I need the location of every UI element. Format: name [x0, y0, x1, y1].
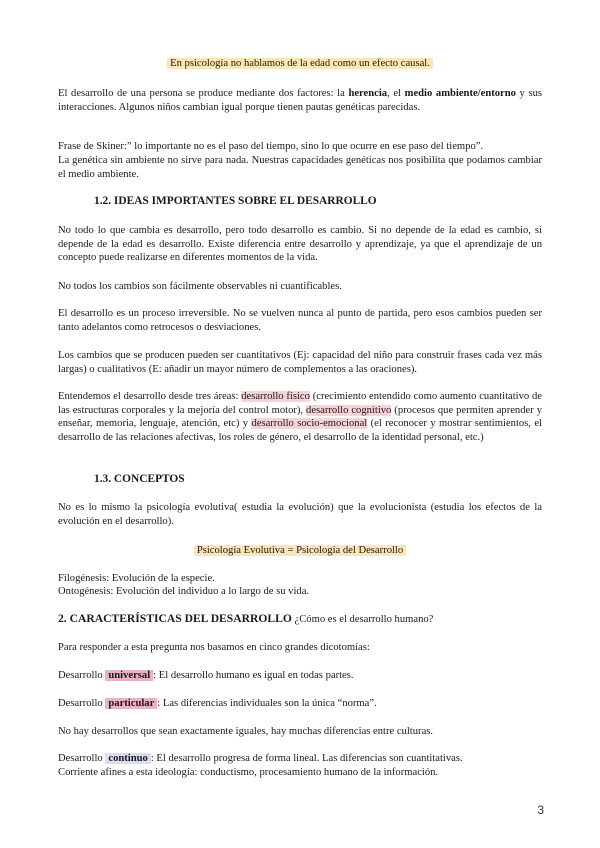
heading-caracteristicas-title: 2. CARACTERÍSTICAS DEL DESARROLLO	[58, 612, 292, 625]
paragraph-dicotomias: Para responder a esta pregunta nos basamos en cinco grandes dicotomías:	[58, 642, 370, 653]
text-run: Desarrollo	[58, 753, 106, 764]
text-run: y sus interacciones. Algunos niños cambian igual porque tienen pautas genéticas parecidas.	[58, 88, 543, 113]
text-run: (crecimiento entendido como aumento cuantitativo de las estructuras corporales y la mejoría del control motor),	[58, 391, 542, 416]
highlight-universal: universal	[105, 670, 153, 681]
text-run: : Las diferencias individuales son la única “norma”.	[157, 698, 377, 709]
text-run: : El desarrollo progresa de forma lineal. Las diferencias son cuantitativas.	[150, 753, 463, 764]
page-number: 3	[537, 803, 544, 817]
intro-highlight: En psicología no hablamos de la edad como un efecto causal.	[167, 58, 433, 69]
heading-caracteristicas-question: ¿Cómo es el desarrollo humano?	[291, 614, 434, 625]
text-run: , el	[387, 88, 405, 99]
paragraph-factors	[58, 87, 542, 114]
text-run: El desarrollo de una persona se produce mediante dos factores: la	[58, 88, 349, 99]
paragraph-evolutiva: No es lo mismo la psicología evolutiva( estudia la evolución) que la evolucionista (estudia los efectos de la evolución en el desarrollo).	[58, 502, 542, 527]
paragraph-diferencias-culturas: No hay desarrollos que sean exactamente iguales, hay muchas diferencias entre culturas.	[58, 726, 434, 737]
heading-caracteristicas	[58, 612, 542, 627]
intro-statement	[58, 57, 542, 71]
paragraph-corriente: Corriente afines a esta ideología: conductismo, procesamiento humano de la información.	[58, 767, 439, 778]
text-run: Entendemos el desarrollo desde tres áreas:	[58, 391, 242, 402]
formula-statement	[58, 544, 542, 558]
paragraph-universal	[58, 669, 542, 683]
paragraph-observables: No todos los cambios son fácilmente observables ni cuantificables.	[58, 281, 342, 292]
text-run: (procesos que permiten aprender y enseñar, memoria, lenguaje, atención, etc) y	[58, 404, 542, 430]
highlight-desarrollo-fisico: desarrollo físico	[241, 391, 310, 402]
paragraph-continuo	[58, 752, 542, 766]
paragraph-irreversible: El desarrollo es un proceso irreversible. No se vuelven nunca al punto de partida, pero esos cambios pueden ser tanto adelantos como retrocesos o desviaciones.	[58, 308, 542, 333]
paragraph-ontogenesis: Ontogénesis: Evolución del individuo a lo largo de su vida.	[58, 586, 310, 597]
paragraph-genetics: La genética sin ambiente no sirve para nada. Nuestras capacidades genéticas nos posibilita que podamos cambiar el medio ambiente.	[58, 155, 542, 180]
text-run: Desarrollo	[58, 670, 106, 681]
paragraph-skinner: Frase de Skiner:” lo importante no es el paso del tiempo, sino lo que ocurre en ese paso del tiempo”.	[58, 141, 484, 152]
paragraph-particular	[58, 697, 542, 711]
highlight-desarrollo-socioemocional: desarrollo socio-emocional	[251, 418, 368, 430]
term-herencia: herencia	[348, 88, 388, 99]
paragraph-cambio-desarrollo: No todo lo que cambia es desarrollo, pero todo desarrollo es cambio. Si no depende de la edad es cambio, si depende de la edad es desarrollo. Existe diferencia entre desarrollo y aprendizaje, ya que el aprendizaje de un concepto puede realizarse en diferentes momentos de la vida.	[58, 225, 542, 264]
paragraph-cuantitativos: Los cambios que se producen pueden ser cuantitativos (Ej: capacidad del niño para construir frases cada vez más largas) o cualitativos (E: añadir un mayor número de complementos a las oraciones).	[58, 350, 542, 375]
text-run: Desarrollo	[58, 698, 106, 709]
highlight-desarrollo-cognitivo: desarrollo cognitivo	[306, 404, 392, 416]
heading-ideas-importantes: 1.2. IDEAS IMPORTANTES SOBRE EL DESARROLLO	[94, 195, 377, 207]
highlight-particular: particular	[105, 698, 157, 709]
term-medio-ambiente: medio ambiente/entorno	[404, 88, 516, 99]
paragraph-filogenesis: Filogénesis: Evolución de la especie.	[58, 573, 215, 584]
paragraph-tres-areas	[58, 390, 542, 444]
formula-highlight: Psicología Evolutiva = Psicología del Desarrollo	[194, 545, 406, 556]
text-run: (el reconocer y mostrar sentimientos, el desarrollo de las relaciones afectivas, los roles de género, el desarrollo de la identidad personal, etc.)	[58, 418, 542, 443]
highlight-continuo: continuo	[105, 753, 150, 764]
text-run: : El desarrollo humano es igual en todas partes.	[153, 670, 354, 681]
heading-conceptos: 1.3. CONCEPTOS	[94, 473, 185, 485]
